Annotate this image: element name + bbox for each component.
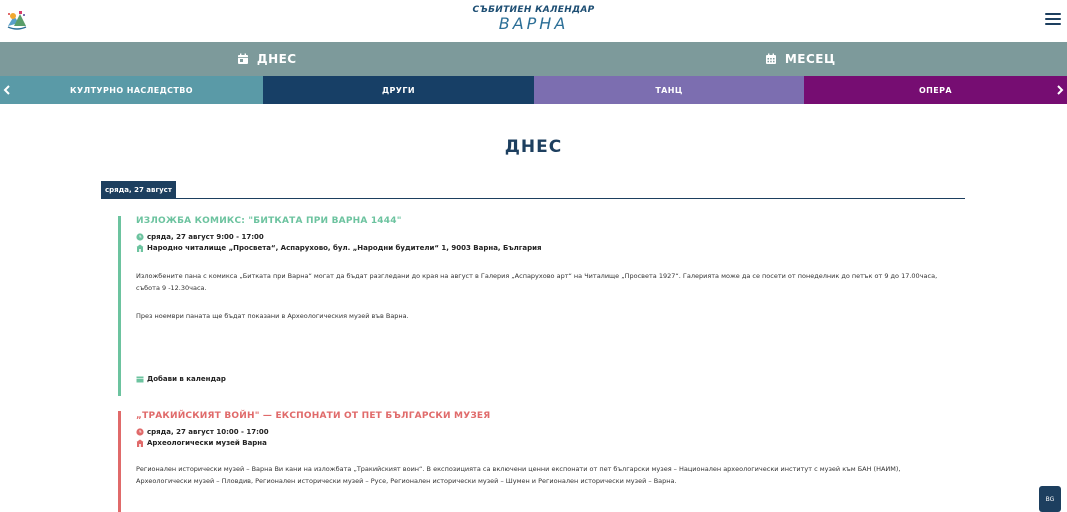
category-dance[interactable] bbox=[534, 76, 804, 104]
category-label: ДРУГИ bbox=[382, 85, 415, 95]
category-other[interactable] bbox=[263, 76, 534, 104]
event-description: Изложбените пана с комикса „Битката при Варна“ могат да бъдат разгледани до края на август в Галерия „Аспарухово арт“ на Читалище „Просвета 1927“. Галерията може да се посети от понеделник до петък от 9 до 17.00часа, събота 9 -12.30часа. bbox=[136, 272, 938, 292]
calendar-day-icon bbox=[237, 53, 249, 65]
event-location-text: Народно читалище „Просвета“, Аспарухово, бул. „Народни будители“ 1, 9003 Варна, България bbox=[147, 244, 542, 252]
event-card bbox=[118, 411, 978, 512]
day-badge: сряда, 27 август bbox=[101, 181, 176, 198]
hamburger-icon[interactable] bbox=[1045, 13, 1061, 27]
tab-today[interactable] bbox=[0, 42, 534, 76]
date-tabs bbox=[0, 42, 1067, 76]
language-button[interactable]: BG bbox=[1039, 486, 1061, 512]
event-description-2: През ноември паната ще бъдат показани в Археологическия музей във Варна. bbox=[136, 312, 409, 320]
category-opera[interactable] bbox=[804, 76, 1067, 104]
category-cultural-heritage[interactable] bbox=[0, 76, 263, 104]
event-datetime-text: сряда, 27 август 10:00 - 17:00 bbox=[147, 428, 269, 436]
brand-city: ВАРНА bbox=[498, 14, 569, 33]
category-bar bbox=[0, 76, 1067, 104]
event-color-bar bbox=[118, 216, 121, 396]
tab-today-label: ДНЕС bbox=[256, 52, 297, 66]
page-title: ДНЕС bbox=[504, 137, 563, 157]
clock-icon bbox=[136, 233, 144, 241]
event-title[interactable]: „ТРАКИЙСКИЯТ ВОЙН" — ЕКСПОНАТИ ОТ ПЕТ БЪЛГАРСКИ МУЗЕЯ bbox=[136, 411, 491, 421]
event-location-text: Археологически музей Варна bbox=[147, 439, 267, 447]
chevron-left-icon[interactable] bbox=[0, 76, 14, 104]
add-to-calendar-link[interactable] bbox=[136, 375, 226, 383]
clock-icon bbox=[136, 428, 144, 436]
tab-month[interactable] bbox=[534, 42, 1067, 76]
event-card bbox=[118, 216, 978, 396]
brand-logo[interactable] bbox=[0, 5, 1067, 32]
site-header bbox=[0, 0, 1067, 42]
calendar-icon bbox=[136, 375, 144, 383]
brand-title: СЪБИТИЕН КАЛЕНДАР bbox=[472, 5, 595, 15]
event-description: Регионален исторически музей – Варна Ви кани на изложбата „Тракийският воин“. В експозицията са включени ценни експонати от пет български музея – Национален археологически институт с музей към БАН (НАИМ), Археологически музей – Пловдив, Регионален исторически музей – Русе, Регионален исторически музей – Шумен и Регионален исторически музей – Варна. bbox=[136, 465, 901, 485]
building-icon bbox=[136, 244, 144, 252]
event-title[interactable]: ИЗЛОЖБА КОМИКС: "БИТКАТА ПРИ ВАРНА 1444" bbox=[136, 216, 402, 226]
chevron-right-icon[interactable] bbox=[1053, 76, 1067, 104]
event-location bbox=[136, 439, 978, 447]
event-datetime-text: сряда, 27 август 9:00 - 17:00 bbox=[147, 233, 264, 241]
calendar-month-icon bbox=[765, 53, 777, 65]
event-color-bar bbox=[118, 411, 121, 512]
event-datetime bbox=[136, 428, 978, 436]
building-icon bbox=[136, 439, 144, 447]
day-divider bbox=[101, 198, 965, 199]
tab-month-label: МЕСЕЦ bbox=[784, 52, 836, 66]
event-datetime bbox=[136, 233, 978, 241]
add-to-calendar-label: Добави в календар bbox=[147, 375, 226, 383]
category-label: ТАНЦ bbox=[655, 85, 683, 95]
category-label: КУЛТУРНО НАСЛЕДСТВО bbox=[70, 85, 193, 95]
category-label: ОПЕРА bbox=[918, 85, 952, 95]
event-location bbox=[136, 244, 978, 252]
